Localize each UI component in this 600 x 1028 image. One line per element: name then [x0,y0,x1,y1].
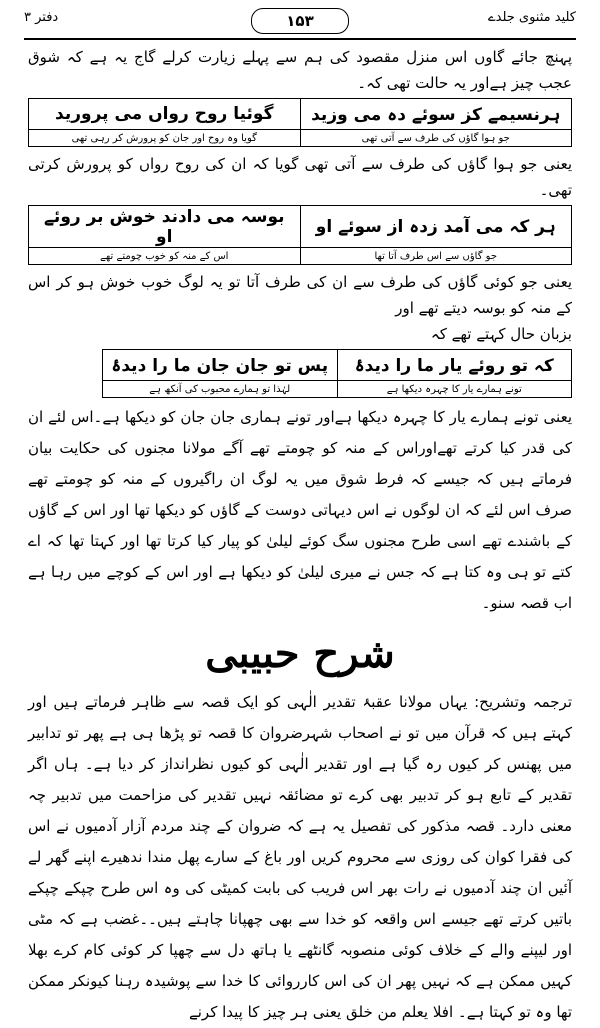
verse-translation-right: جو ہوا گاؤں کی طرف سے آتی تھی [300,130,572,147]
paragraph: یعنی تونے ہمارے یار کا چہرہ دیکھا ہےاور تونے ہماری جان جان کو دیکھا ہے۔اس لئے ان کی قدر کیا کرتے تھےاوراس کے منہ کو چومتے تھے آگے مولانا مجنوں کی حکایت بیان فرماتے ہیں کہ جیسے کہ فرط شوق میں یہ لوگ ان راگیروں کے منہ کو چومتے تھے صرف اس لئے کہ ان لوگوں نے اس دیہاتی دوست کے گاؤں کو دیکھا تھا اور اس کے گاؤں کے باشندے تھے اسی طرح مجنوں سگ کوئے لیلیٰ کو پیار کیا کرتا تھا اور کہتا تھا کہ اے کتے تو ہی وہ کتا ہے کہ جس نے میری لیلیٰ کو دیکھا ہے اور اس کے کوچے میں رہا ہے اب قصہ سنو۔ [28,408,572,612]
verse-line-right: ہرنسیمے کز سوئے دہ می وزید [300,99,572,130]
verse-line-left: بوسہ می دادند خوش بر روئے او [29,206,301,248]
header-rule [24,38,576,40]
paragraph: بزبان حال کہتے تھے کہ [430,325,572,343]
verse-box [28,98,572,147]
book-title: کلید مثنوی جلدے [488,10,576,25]
paragraph: ترجمہ وتشریح: یہاں مولانا عقبۂ تقدیر الٰہی کو ایک قصہ سے ظاہر فرماتے ہیں اور کہتے ہیں کہ قرآن میں تو نے اصحاب شہرضروان کا قصہ تو پڑھا ہی ہے پھر تو تدابیر میں پھنس کر کیوں رہ گیا ہے اور تقدیر الٰہی کو کیوں نظرانداز کر دیا ہے۔ ہاں اگر تقدیر کے تابع ہو کر تدبیر بھی کرے تو مضائقہ نہیں تقدیر کی مزاحمت میں تدبیر چہ معنی دارد۔ قصہ مذکور کی تفصیل یہ ہے کہ ضروان کے چند مردم آزار آدمیوں نے اس کی فقرا کوان کی روزی سے محروم کریں اور باغ کے سارے پھل مندا ندھیرے اپنے گھر لے آئیں ان چند آدمیوں نے رات بھر اس فریب کی بابت کمیٹی کی وہ اس طرح چپکے چپکے باتیں کرتے تھے جیسے اس واقعہ کو خدا سے بھی چھپانا چاہتے ہیں۔۔غضب ہے کہ مٹی اور لیپنے والے کے خلاف کوئی منصوبہ گانٹھے یا ہاتھ دل سے چھپا کر کوئی کام کرے بھلا کہیں ممکن ہے کہ نہیں پھر ان کی اس کارروائی کا خدا سے پوشیدہ رہنا کیونکر ممکن تھا وہ تو کہتا ہے۔ افلا یعلم من خلق یعنی ہر چیز کا پیدا کرنے [28,693,572,1021]
verse-line-right: ہر کہ می آمد زدہ از سوئے او [300,206,572,248]
verse-translation-right: تونے ہمارے یار کا چہرہ دیکھا ہے [337,381,572,398]
page-number: ۱۵۳ [251,8,349,34]
verse-line-left: پس تو جان جان ما را دیدۂ [103,350,338,381]
page-header [24,8,576,38]
verse-line-left: گوئیا روح رواں می پرورید [29,99,301,130]
verse-box [28,205,572,265]
paragraph: یعنی جو کوئی گاؤں کی طرف سے ان کی طرف آتا تو یہ لوگ خوب خوش ہو کر اس کے منہ کو بوسہ دیتے تھے اور [28,273,572,317]
paragraph: یعنی جو ہوا گاؤں کی طرف سے آتی تھی گویا کہ ان کی روح رواں کو پرورش کرتی تھی۔ [28,155,572,199]
verse-translation-left: لہٰذا تو ہمارے محبوب کی آنکھ ہے [103,381,338,398]
page-body [28,44,572,1028]
section-heading: شرح حبیبی [205,630,395,677]
verse-translation-right: جو گاؤں سے اس طرف آتا تھا [300,248,572,265]
verse-translation-left: گویا وہ روح اور جان کو پرورش کر رہی تھی [29,130,301,147]
verse-box [102,349,572,398]
paragraph: پہنچ جائے گاوں اس منزل مقصود کی ہم سے پہلے زیارت کرلے گاج یہ ہے کہ شوق عجب چیز ہےاور یہ حالت تھی کہ۔ [28,48,572,92]
verse-translation-left: اس کے منہ کو خوب چومتے تھے [29,248,301,265]
verse-line-right: کہ تو روئے یار ما را دیدۂ [337,350,572,381]
volume-label: دفتر ۳ [24,10,59,25]
